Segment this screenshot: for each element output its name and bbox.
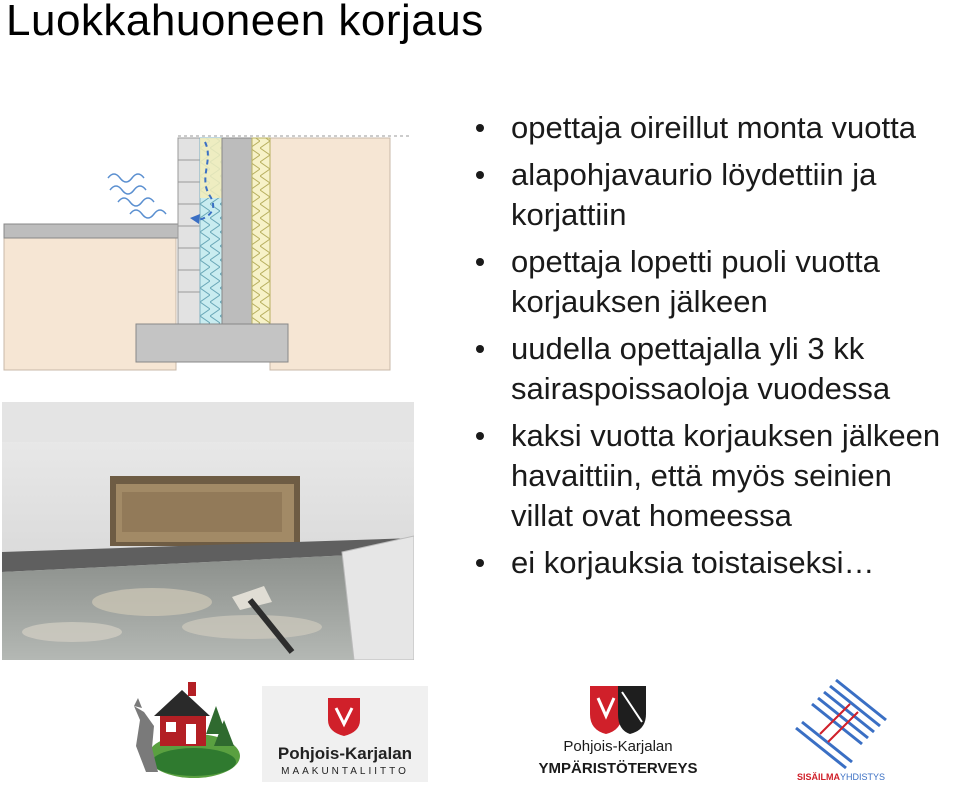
sisailmayhdistys-name	[790, 772, 892, 782]
ymparistoterveys-logo	[528, 680, 708, 782]
block-wall	[178, 138, 200, 324]
maakuntaliitto-logo	[262, 686, 428, 782]
bullet-icon	[476, 124, 484, 132]
damage-photo	[2, 402, 414, 660]
bullet-text: opettaja lopetti puoli vuotta korjauksen jälkeen	[511, 244, 880, 319]
bullet-icon	[476, 258, 484, 266]
bullet-item	[476, 416, 960, 536]
air-flow-icon	[108, 174, 166, 218]
bullet-item	[476, 155, 960, 235]
bullet-icon	[476, 171, 484, 179]
bullet-text: uudella opettajalla yli 3 kk sairaspoissaoloja vuodessa	[511, 331, 891, 406]
yhdistys-text: YHDISTYS	[840, 772, 886, 782]
bullet-item	[476, 329, 960, 409]
bullet-item	[476, 108, 960, 148]
bullet-text: kaksi vuotta korjauksen jälkeen havaittiin, että myös seinien villat ovat homeessa	[511, 418, 941, 533]
slide-title: Luokkahuoneen korjaus	[6, 0, 484, 45]
striped-s-icon	[794, 678, 888, 770]
bullet-icon	[476, 345, 484, 353]
bullet-item	[476, 543, 960, 583]
ymparistoterveys-name: Pohjois-Karjalan	[563, 738, 673, 755]
foundation-cross-section-diagram	[0, 120, 420, 385]
maakuntaliitto-sub: MAAKUNTALIITTO	[281, 766, 409, 777]
bullet-text: opettaja oireillut monta vuotta	[511, 110, 916, 145]
shield-icon	[586, 682, 650, 738]
house-wolf-logo	[124, 676, 242, 782]
ymparistoterveys-sub: YMPÄRISTÖTERVEYS	[538, 760, 698, 777]
bullet-item	[476, 242, 960, 322]
bullet-icon	[476, 432, 484, 440]
bullet-text: ei korjauksia toistaiseksi…	[511, 545, 875, 580]
coat-of-arms-icon	[326, 696, 362, 738]
bullet-icon	[476, 559, 484, 567]
bullet-list	[476, 108, 960, 590]
maakuntaliitto-name: Pohjois-Karjalan	[277, 744, 413, 763]
sisailma-text: SISÄILMA	[796, 772, 840, 782]
sisailmayhdistys-logo	[790, 676, 892, 788]
bullet-text: alapohjavaurio löydettiin ja korjattiin	[511, 157, 877, 232]
